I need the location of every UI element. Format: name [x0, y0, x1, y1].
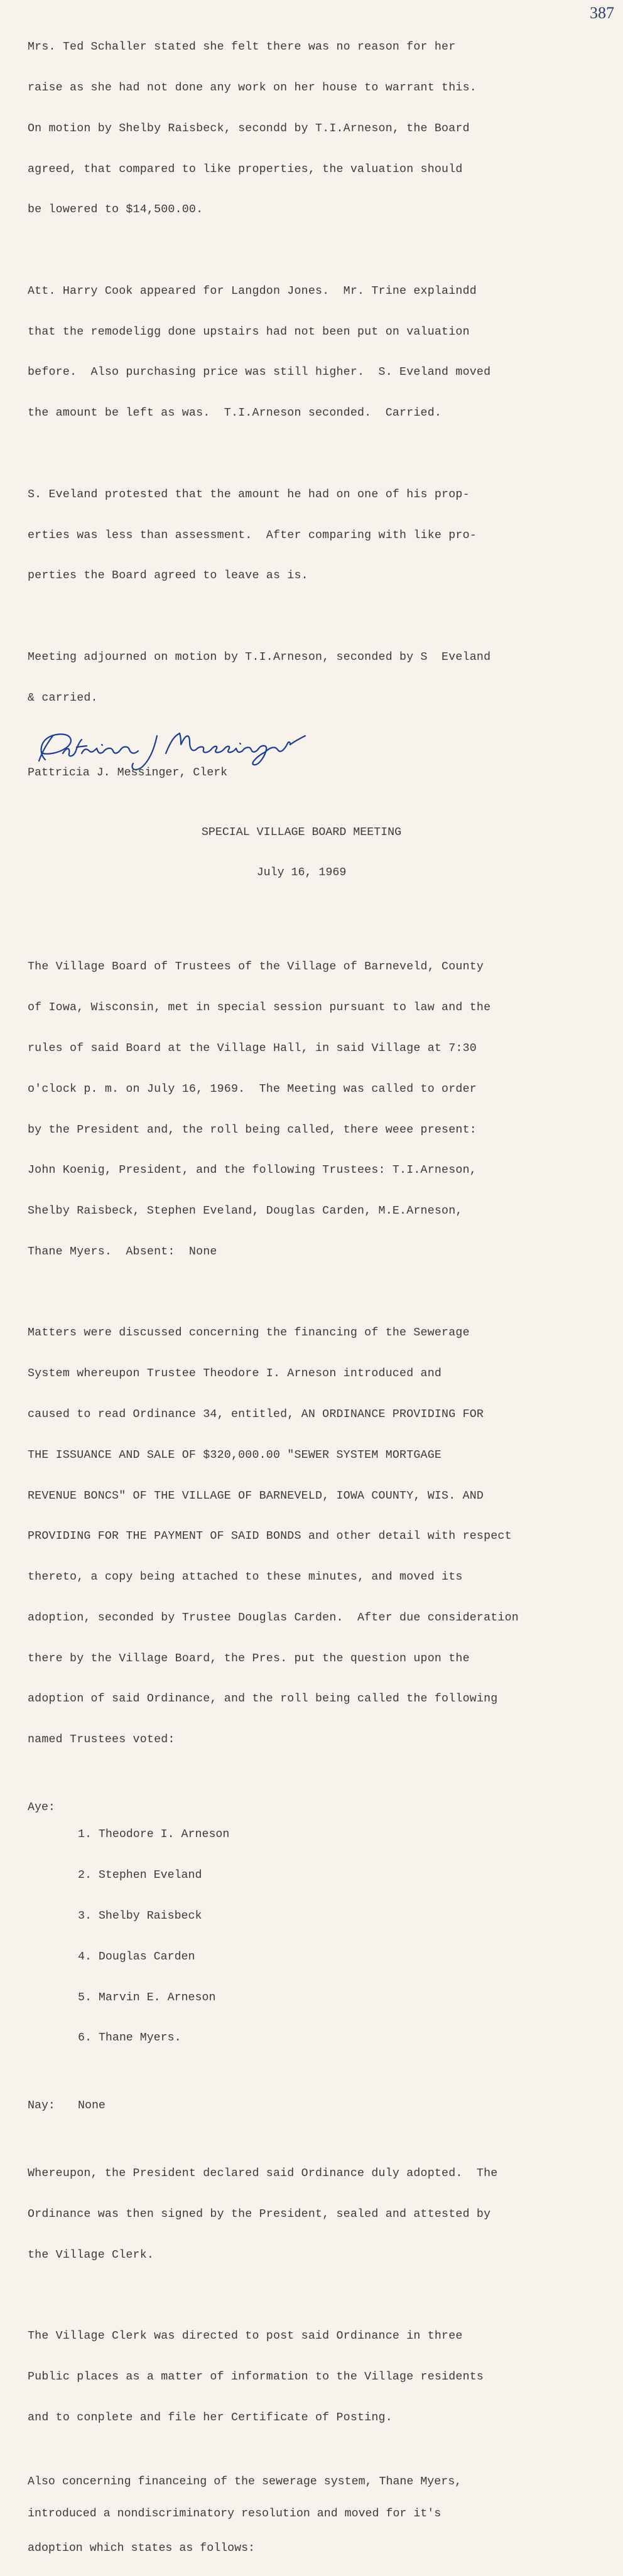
text-line: the amount be left as was. T.I.Arneson seconded. Carried.	[28, 407, 442, 420]
text-line: there by the Village Board, the Pres. put the question upon the	[28, 1652, 470, 1665]
aye-label: Aye:	[28, 1801, 55, 1814]
text-line: The Village Board of Trustees of the Village of Barneveld, County	[28, 961, 484, 974]
paragraph-cook	[28, 258, 593, 448]
page-number: 387	[590, 4, 614, 22]
text-line: erties was less than assessment. After comparing with like pro-	[28, 529, 477, 542]
text-line: On motion by Shelby Raisbeck, secondd by T.I.Arneson, the Board	[28, 122, 470, 135]
aye-list	[78, 1801, 229, 2072]
signature-block	[28, 736, 593, 782]
text-line: introduced a nondiscriminatory resolution and moved for it's	[28, 2507, 442, 2520]
text-line: rules of said Board at the Village Hall, in said Village at 7:30	[28, 1042, 477, 1055]
text-line: Ordinance was then signed by the President, sealed and attested by	[28, 2208, 491, 2221]
text-line: John Koenig, President, and the following Trustees: T.I.Arneson,	[28, 1164, 477, 1177]
text-line: System whereupon Trustee Theodore I. Arneson introduced and	[28, 1367, 442, 1381]
text-line: Also concerning financeing of the sewerage system, Thane Myers,	[28, 2475, 462, 2488]
paragraph-adjourned	[28, 624, 593, 733]
text-line: adoption, seconded by Trustee Douglas Carden. After due consideration	[28, 1611, 519, 1624]
paragraph-resolution	[28, 2455, 593, 2575]
text-line: by the President and, the roll being called, there weee present:	[28, 1123, 477, 1136]
meeting-heading	[28, 799, 593, 907]
text-line: caused to read Ordinance 34, entitled, AN ORDINANCE PROVIDING FOR	[28, 1408, 484, 1421]
text-line: thereto, a copy being attached to these minutes, and moved its	[28, 1571, 463, 1584]
text-line: Public places as a matter of information to the Village residents	[28, 2371, 484, 2384]
text-line: PROVIDING FOR THE PAYMENT OF SAID BONDS and other detail with respect	[28, 1530, 512, 1543]
minutes-continued	[28, 14, 593, 732]
list-item: 1. Theodore I. Arneson	[78, 1828, 230, 1841]
signer-name: Pattricia J. Messinger, Clerk	[28, 767, 228, 780]
text-line: agreed, that compared to like properties, the valuation should	[28, 163, 463, 176]
paragraph-adopted	[28, 2140, 593, 2290]
text-line: be lowered to $14,500.00.	[28, 203, 203, 217]
text-line: Shelby Raisbeck, Stephen Eveland, Douglas Carden, M.E.Arneson,	[28, 1205, 463, 1218]
text-line: The Village Clerk was directed to post said Ordinance in three	[28, 2330, 463, 2343]
text-line: raise as she had not done any work on her house to warrant this.	[28, 81, 477, 94]
nay-label: Nay:	[28, 2099, 55, 2113]
meeting-date: July 16, 1969	[256, 866, 347, 880]
paragraph-posting	[28, 2303, 593, 2452]
text-line: Thane Myers. Absent: None	[28, 1245, 217, 1258]
text-line: that the remodeligg done upstairs had not been put on valuation	[28, 325, 470, 338]
text-line: Meeting adjourned on motion by T.I.Arneson, seconded by S Eveland	[28, 650, 491, 664]
text-line: S. Eveland protested that the amount he had on one of his prop-	[28, 488, 470, 501]
text-line: o'clock p. m. on July 16, 1969. The Meeting was called to order	[28, 1082, 477, 1096]
text-line: adoption which states as follows:	[28, 2541, 256, 2555]
list-item: 3. Shelby Raisbeck	[78, 1909, 202, 1922]
text-line: & carried.	[28, 691, 98, 704]
text-line: Att. Harry Cook appeared for Langdon Jones. Mr. Trine explaindd	[28, 284, 477, 298]
list-item: 6. Thane Myers.	[78, 2032, 181, 2045]
nay-value: None	[78, 2099, 106, 2113]
paragraph-schaller	[28, 14, 593, 244]
text-line: REVENUE BONCS" OF THE VILLAGE OF BARNEVELD, IOWA COUNTY, WIS. AND	[28, 1489, 484, 1502]
text-line: perties the Board agreed to leave as is.	[28, 569, 308, 583]
paragraph-ordinance	[28, 1300, 593, 1774]
text-line: and to conplete and file her Certificate of Posting.	[28, 2411, 393, 2424]
text-line: before. Also purchasing price was still higher. S. Eveland moved	[28, 366, 491, 379]
paragraph-eveland	[28, 461, 593, 611]
list-item: 2. Stephen Eveland	[78, 1869, 202, 1882]
nay-votes	[28, 2099, 593, 2113]
text-line: named Trustees voted:	[28, 1733, 175, 1747]
text-line: of Iowa, Wisconsin, met in special session pursuant to law and the	[28, 1001, 491, 1015]
meeting-title: SPECIAL VILLAGE BOARD MEETING	[201, 826, 402, 839]
paragraph-session	[28, 934, 593, 1286]
text-line: THE ISSUANCE AND SALE OF $320,000.00 "SEWER SYSTEM MORTGAGE	[28, 1448, 442, 1462]
text-line: the Village Clerk.	[28, 2248, 154, 2261]
document-body	[28, 14, 593, 2575]
text-line: Matters were discussed concerning the financing of the Sewerage	[28, 1327, 470, 1340]
text-line: Mrs. Ted Schaller stated she felt there was no reason for her	[28, 41, 456, 54]
text-line: adoption of said Ordinance, and the roll being called the following	[28, 1693, 498, 1706]
aye-votes	[28, 1801, 593, 2072]
list-item: 5. Marvin E. Arneson	[78, 1991, 216, 2004]
list-item: 4. Douglas Carden	[78, 1950, 195, 1963]
vote-record	[28, 1774, 593, 2140]
text-line: Whereupon, the President declared said Ordinance duly adopted. The	[28, 2167, 498, 2180]
